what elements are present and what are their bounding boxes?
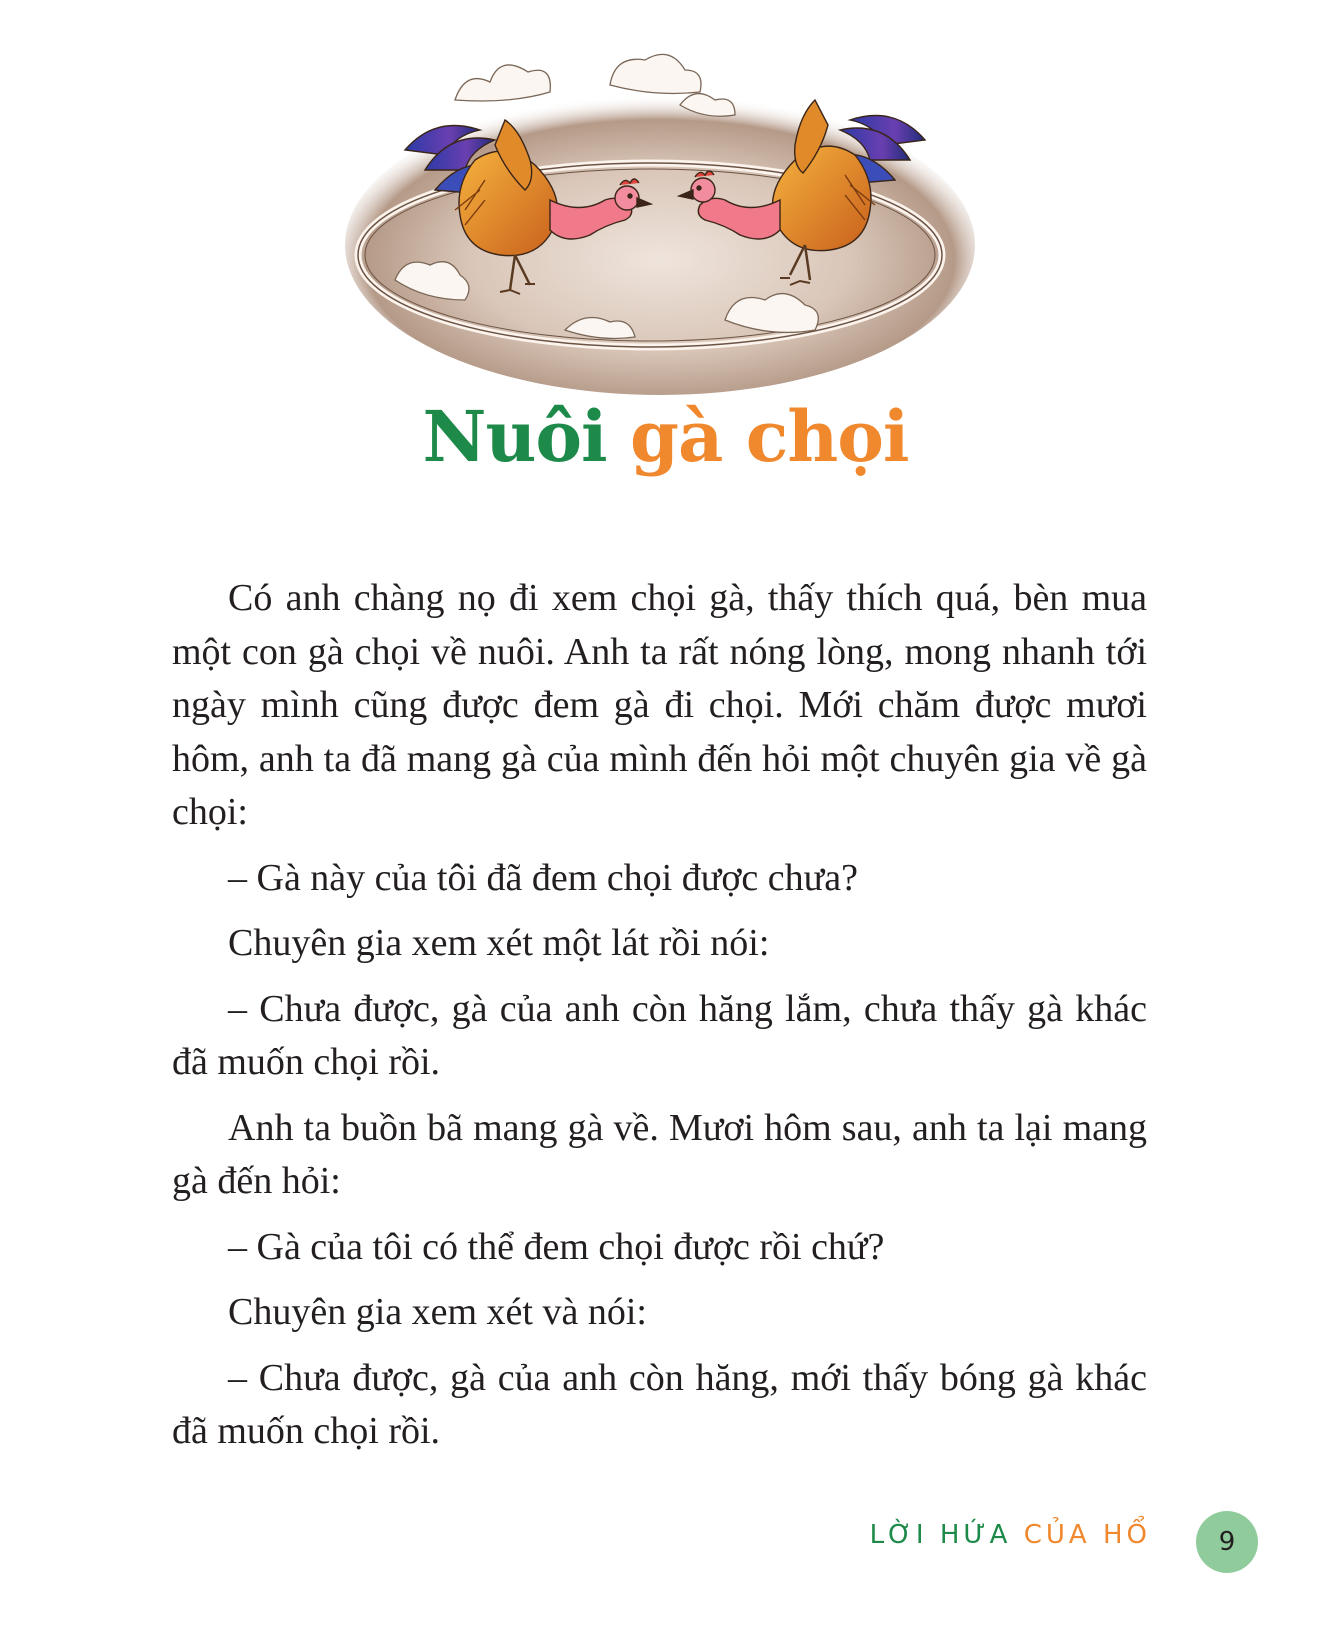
story-title bbox=[0, 395, 1331, 478]
book-title-part3: HỔ bbox=[1102, 1520, 1151, 1550]
book-title-footer bbox=[870, 1520, 1151, 1550]
page-number: 9 bbox=[1218, 1527, 1236, 1557]
paragraph: – Chưa được, gà của anh còn hăng lắm, chưa thấy gà khác đã muốn chọi rồi. bbox=[172, 987, 1147, 1083]
paragraph: Chuyên gia xem xét một lát rồi nói: bbox=[228, 922, 770, 964]
book-title-part1: LỜI HỨA bbox=[869, 1520, 1012, 1550]
paragraph: – Gà này của tôi đã đem chọi được chưa? bbox=[228, 856, 858, 899]
story-body bbox=[172, 572, 1147, 1471]
paragraph: Có anh chàng nọ đi xem chọi gà, thấy thích quá, bèn mua một con gà chọi về nuôi. Anh ta rất nóng lòng, mong nhanh tới ngày mình cũng được đem gà đi chọi. Mới chăm được mươi hôm, anh ta đã mang gà của mình đến hỏi một chuyên gia về gà chọi: bbox=[172, 577, 1147, 833]
fighting-roosters-illustration bbox=[335, 30, 995, 400]
paragraph: – Gà của tôi có thể đem chọi được rồi chứ? bbox=[228, 1225, 885, 1268]
story-title-word2: gà chọi bbox=[630, 395, 909, 478]
paragraph: – Chưa được, gà của anh còn hăng, mới thấy bóng gà khác đã muốn chọi rồi. bbox=[172, 1356, 1147, 1452]
paragraph: Chuyên gia xem xét và nói: bbox=[228, 1291, 647, 1333]
book-title-part2: CỦA bbox=[1023, 1520, 1091, 1550]
paragraph: Anh ta buồn bã mang gà về. Mươi hôm sau, anh ta lại mang gà đến hỏi: bbox=[172, 1106, 1147, 1202]
story-title-word1: Nuôi bbox=[422, 395, 607, 478]
page-number-badge bbox=[1196, 1511, 1258, 1573]
